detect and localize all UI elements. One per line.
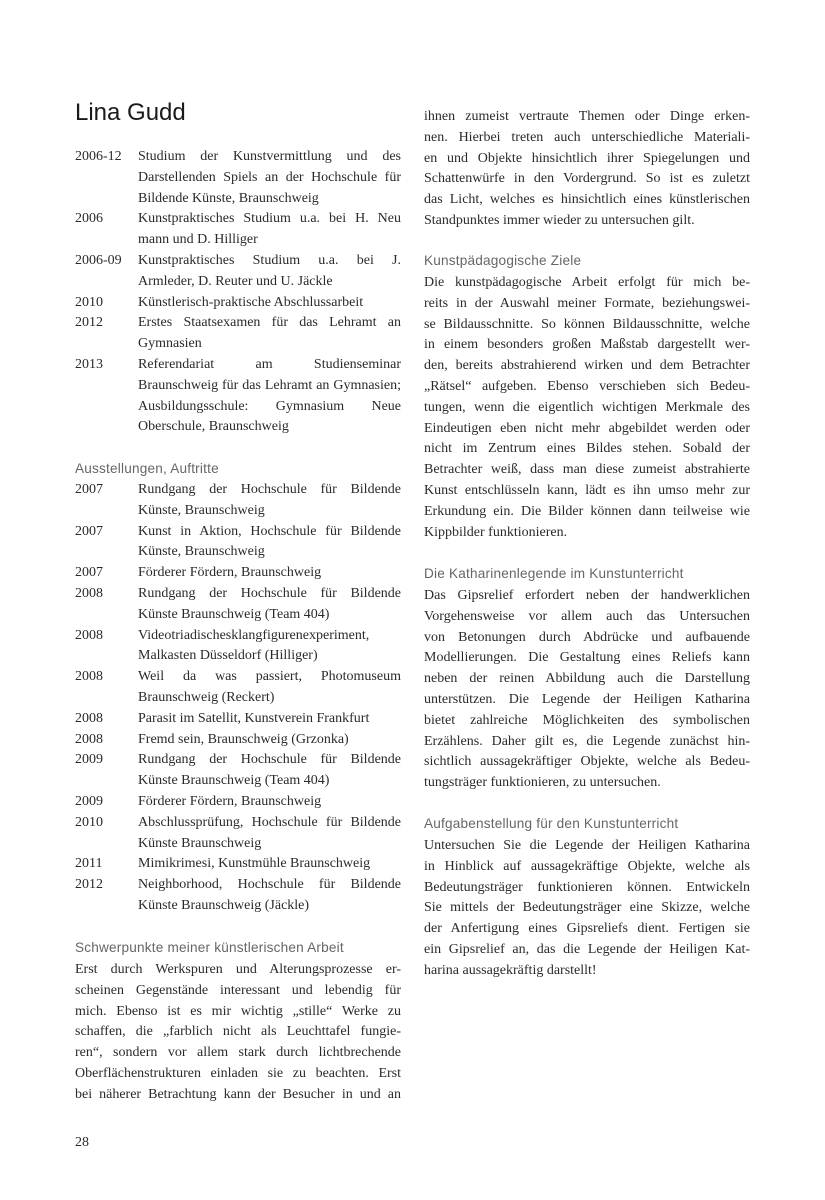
entry-text: Erstes Staatsexamen für das Lehramt an Gymnasien: [138, 315, 401, 352]
entry-text: Fremd sein, Braunschweig (Grzonka): [138, 731, 349, 747]
text-line: Kippbilder funktionieren.: [424, 524, 568, 540]
text-line: harina aussagekräftig darstellt!: [424, 962, 597, 978]
text-line: Das Gipsrelief erfordert neben der handwerklichen: [424, 588, 750, 603]
entry-year: 2006-12: [75, 149, 122, 164]
text-line: en und Objekte hinsichtlich ihrer Spiegelungen und: [424, 150, 750, 166]
legend-heading: Die Katharinenlegende im Kunstunterricht: [424, 566, 684, 581]
entry-text: Förderer Fördern, Braunschweig: [138, 565, 322, 581]
text-line: Standpunktes immer wieder zu untersuchen gilt.: [424, 212, 695, 228]
list-item: [75, 293, 401, 314]
list-item: [75, 750, 401, 792]
list-item: [75, 147, 401, 209]
list-item: [75, 709, 401, 730]
page-number: 28: [75, 1135, 89, 1150]
entry-year: 2009: [75, 793, 103, 809]
page-title: Lina Gudd: [75, 99, 186, 126]
entry-year: 2011: [75, 856, 103, 872]
text-line: unterstützen. Die Legende der Heiligen Katharina: [424, 691, 750, 707]
text-line: mich. Ebenso ist es mir wichtig „stille“ Werke zu: [75, 1003, 401, 1019]
text-line: Schattenwürfe in den Vordergrund. So ist es zuletzt: [424, 171, 750, 187]
entry-text: Videotriadischesklangfigurenexperiment, Malkasten Düsseldorf (Hilliger): [138, 627, 370, 664]
entry-year: 2013: [75, 356, 103, 372]
entry-year: 2012: [75, 315, 103, 331]
entry-text: Parasit im Satellit, Kunstverein Frankfurt: [138, 710, 370, 726]
focus-paragraph-continued: [424, 107, 750, 232]
entry-text: Förderer Fördern, Braunschweig: [138, 793, 322, 809]
text-line: tungen, wenn die eigentlich wichtigen Merkmale des: [424, 399, 750, 415]
entry-year: 2008: [75, 585, 103, 601]
text-line: Sie mittels der Bedeutungsträger eine Skizze, welche: [424, 900, 750, 916]
entry-text: Kunst in Aktion, Hochschule für Bildende Künste, Braunschweig: [138, 523, 401, 560]
list-item: [75, 626, 401, 668]
entry-text: Abschlussprüfung, Hochschule für Bildende Künste Braunschweig: [138, 814, 401, 851]
text-line: Oberflächenstrukturen einladen sie zu beachten. Erst: [75, 1065, 401, 1081]
text-line: Eindeutigen eben nicht mehr abgebildet werden oder: [424, 420, 750, 436]
legend-paragraph: [424, 586, 750, 794]
entry-year: 2006: [75, 211, 103, 227]
entry-year: 2008: [75, 710, 103, 726]
text-line: ein Gipsrelief an, das die Legende der Heiligen Kat-: [424, 941, 750, 957]
text-line: Erst durch Werkspuren und Alterungsprozesse er-: [75, 962, 401, 977]
text-line: bietet zahlreiche Möglichkeiten des symbolischen: [424, 712, 750, 728]
text-line: reits in der Auswahl meiner Formate, beziehungswei-: [424, 295, 750, 311]
list-item: [75, 813, 401, 855]
text-line: Bedeutungsträger funktionieren können. Entwickeln: [424, 879, 750, 895]
text-line: Untersuchen Sie die Legende der Heiligen Katharina: [424, 838, 750, 853]
text-line: nen. Hierbei treten auch unterschiedliche Materiali-: [424, 129, 750, 145]
text-line: scheinen Gegenstände interessant und lebendig für: [75, 982, 401, 998]
text-line: in Hinblick auf aussagekräftige Objekte, welche als: [424, 858, 750, 874]
text-line: in einem besonders großen Maßstab dargestellt wer-: [424, 337, 750, 353]
entry-text: Rundgang der Hochschule für Bildende Künste Braunschweig (Team 404): [138, 585, 401, 622]
text-line: Erkundung ein. Die Bilder können dann teilweise wie: [424, 503, 750, 519]
list-item: [75, 730, 401, 751]
text-line: Erzählens. Daher gilt es, die Legende zunächst hin-: [424, 733, 750, 749]
entry-text: Kunstpraktisches Studium u.a. bei J. Armleder, D. Reuter und U. Jäckle: [138, 252, 401, 289]
entry-year: 2007: [75, 565, 103, 581]
list-item: [75, 667, 401, 709]
list-item: [75, 563, 401, 584]
text-line: ihnen zumeist vertraute Themen oder Dinge erken-: [424, 109, 750, 124]
text-line: das Licht, welches es hinsichtlich eines künstlerischen: [424, 192, 750, 208]
text-line: schaffen, die „farblich nicht als Leuchttafel fungie-: [75, 1024, 401, 1040]
list-item: [75, 584, 401, 626]
entry-text: Weil da was passiert, Photomuseum Braunschweig (Reckert): [138, 669, 401, 705]
entry-text: Neighborhood, Hochschule für Bildende Künste Braunschweig (Jäckle): [138, 877, 401, 913]
list-item: [75, 875, 401, 917]
list-item: [75, 854, 401, 875]
list-item: [75, 355, 401, 438]
entry-text: Rundgang der Hochschule für Bildende Künste Braunschweig (Team 404): [138, 752, 401, 789]
entry-text: Mimikrimesi, Kunstmühle Braunschweig: [138, 856, 371, 872]
entry-text: Künstlerisch-praktische Abschlussarbeit: [138, 294, 364, 310]
focus-paragraph: [75, 960, 401, 1106]
list-item: [75, 209, 401, 251]
entry-year: 2007: [75, 523, 103, 539]
entry-year: 2010: [75, 814, 103, 830]
entry-year: 2012: [75, 877, 103, 893]
text-line: sichtlich aussagekräftiger Objekte, welche als Bedeu-: [424, 754, 750, 770]
entry-year: 2008: [75, 627, 103, 643]
pedagogy-heading: Kunstpädagogische Ziele: [424, 253, 582, 268]
list-item: [75, 792, 401, 813]
list-item: [75, 522, 401, 564]
entry-text: Studium der Kunstvermittlung und des Darstellenden Spiels an der Hochschule für Bildende Künste, Braunschweig: [138, 149, 401, 206]
entry-year: 2010: [75, 294, 103, 310]
focus-heading: Schwerpunkte meiner künstlerischen Arbeit: [75, 940, 344, 955]
exhibitions-list: [75, 480, 401, 917]
text-line: von Betonungen durch Abdrücke und aufbauende: [424, 629, 750, 645]
text-line: Betrachter weiß, dass man diese zumeist abstrahierte: [424, 462, 750, 478]
education-list: [75, 147, 401, 438]
pedagogy-paragraph: [424, 273, 750, 543]
text-line: Vorgehensweise vor allem auch das Untersuchen: [424, 608, 750, 624]
entry-year: 2009: [75, 752, 103, 768]
entry-year: 2006-09: [75, 252, 122, 268]
list-item: [75, 313, 401, 355]
text-line: neben der reinen Abbildung auch die Darstellung: [424, 671, 750, 687]
text-line: den, bereits abstrahierend wirken und dem Betrachter: [424, 358, 750, 374]
text-line: „Rätsel“ aufgeben. Ebenso verschieben sich Bedeu-: [424, 378, 750, 394]
entry-text: Referendariat am Studienseminar Braunschweig für das Lehramt an Gymnasien; Ausbildungsschule: Gymnasium Neue Oberschule, Braunschweig: [138, 356, 401, 435]
text-line: nicht im Zentrum eines Bildes stehen. Sobald der: [424, 441, 750, 457]
list-item: [75, 480, 401, 522]
entry-text: Rundgang der Hochschule für Bildende Künste, Braunschweig: [138, 482, 401, 518]
entry-text: Kunstpraktisches Studium u.a. bei H. Neu mann und D. Hilliger: [138, 211, 401, 248]
task-paragraph: [424, 836, 750, 982]
exhibitions-heading: Ausstellungen, Auftritte: [75, 461, 219, 476]
text-line: Die kunstpädagogische Arbeit erfolgt für mich be-: [424, 275, 750, 290]
text-line: der Anfertigung eines Gipsreliefs dient. Fertigen sie: [424, 921, 750, 937]
text-line: bei näherer Betrachtung kann der Besucher in und an: [75, 1086, 401, 1102]
text-line: Modellierungen. Die Gestaltung eines Reliefs kann: [424, 650, 750, 666]
text-line: ren“, sondern vor allem stark durch lichtbrechende: [75, 1045, 401, 1061]
entry-year: 2008: [75, 731, 103, 747]
entry-year: 2007: [75, 482, 103, 497]
text-line: tungsträger funktionieren, zu untersuchen.: [424, 775, 661, 791]
text-line: se Bildausschnitte. So können Bildausschnitte, welche: [424, 316, 750, 332]
task-heading: Aufgabenstellung für den Kunstunterricht: [424, 816, 679, 831]
list-item: [75, 251, 401, 293]
entry-year: 2008: [75, 669, 103, 685]
text-line: Kunst entschlüsseln kann, lädt es ihn umso mehr zur: [424, 482, 750, 498]
